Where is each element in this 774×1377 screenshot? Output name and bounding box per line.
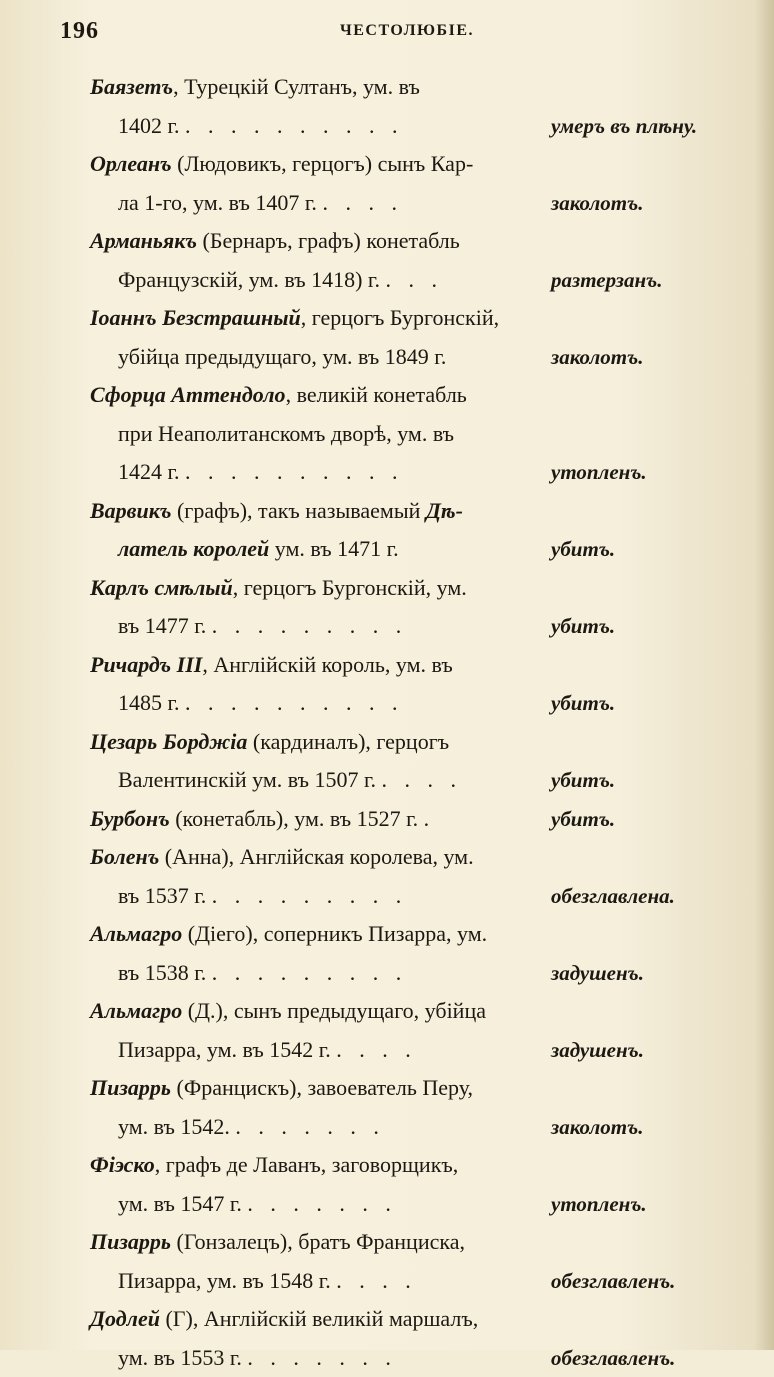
leader-dots: . . . . . . . . . . <box>185 690 404 715</box>
entry-name: Пизаррь <box>90 1075 171 1100</box>
entry-fate: убитъ. <box>551 607 615 646</box>
entry-line <box>0 1223 774 1262</box>
entry-line <box>0 1146 774 1185</box>
entry-line <box>0 184 774 223</box>
entry-text: при Неаполитанскомъ дворѣ, ум. въ <box>118 421 454 446</box>
entry-fate: задушенъ. <box>551 1031 644 1070</box>
entry-name: Додлей <box>90 1306 160 1331</box>
entry-text: ум. въ 1553 г. <box>118 1345 242 1370</box>
entry-line <box>0 1300 774 1339</box>
entry-fate: задушенъ. <box>551 954 644 993</box>
entry-text: въ 1538 г. <box>118 960 206 985</box>
entry-name: Пизаррь <box>90 1229 171 1254</box>
entry-fate: утопленъ. <box>551 453 647 492</box>
entry-text: ла 1-го, ум. въ 1407 г. <box>118 190 317 215</box>
entry-line <box>0 1185 774 1224</box>
entry-name: Альмагро <box>90 998 182 1023</box>
entry-fate: убитъ. <box>551 761 615 800</box>
entry-text: (Діего), соперникъ Пизарра, ум. <box>182 921 487 946</box>
entry-line <box>0 1069 774 1108</box>
running-head <box>40 18 740 48</box>
entry-text: (Гонзалецъ), братъ Франциска, <box>171 1229 465 1254</box>
page-edge-shadow <box>754 0 774 1350</box>
entry-line <box>0 877 774 916</box>
entry-name: Фіэско <box>90 1152 155 1177</box>
entry-fate: убитъ. <box>551 800 615 839</box>
entry-text: въ 1537 г. <box>118 883 206 908</box>
entry-line <box>0 376 774 415</box>
leader-dots: . . . . . . . . . <box>212 883 408 908</box>
leader-dots: . . . . <box>336 1268 417 1293</box>
leader-dots: . . . . . . . . . <box>212 960 408 985</box>
entry-name: Орлеанъ <box>90 151 172 176</box>
entry-line <box>0 761 774 800</box>
entry-text: (Бернаръ, графъ) конетабль <box>197 228 460 253</box>
entry-text: , герцогъ Бургонскій, <box>301 305 499 330</box>
entry-name: Цезарь Борджіа <box>90 729 247 754</box>
entry-line <box>0 68 774 107</box>
entry-name: Альмагро <box>90 921 182 946</box>
page-number: 196 <box>60 18 99 45</box>
entry-line <box>0 338 774 377</box>
entry-line <box>0 107 774 146</box>
entry-text: (кардиналъ), герцогъ <box>247 729 449 754</box>
entry-line <box>0 1339 774 1377</box>
entry-italic-text: Дѣ- <box>426 498 463 523</box>
leader-dots: . . . . <box>336 1037 417 1062</box>
entry-text: Валентинскій ум. въ 1507 г. <box>118 767 376 792</box>
entry-text: (Г), Англійскій великій маршалъ, <box>160 1306 478 1331</box>
entry-italic-text: латель королей <box>118 536 269 561</box>
entry-line <box>0 992 774 1031</box>
entry-text: , графъ де Лаванъ, заговорщикъ, <box>155 1152 459 1177</box>
entry-line <box>0 261 774 300</box>
entry-name: Бурбонъ <box>90 806 170 831</box>
entry-name: Арманьякъ <box>90 228 197 253</box>
entry-text: , великій конетабль <box>286 382 467 407</box>
entry-fate: обезглавлена. <box>551 877 675 916</box>
entry-name: Карлъ смѣлый <box>90 575 233 600</box>
entry-line <box>0 299 774 338</box>
entry-line <box>0 1031 774 1070</box>
entry-line <box>0 453 774 492</box>
entry-line <box>0 222 774 261</box>
entry-text: (Анна), Англійская королева, ум. <box>159 844 473 869</box>
entry-text: Пизарра, ум. въ 1548 г. <box>118 1268 331 1293</box>
leader-dots: . . . . <box>382 767 463 792</box>
entry-line <box>0 530 774 569</box>
entry-text: въ 1477 г. <box>118 613 206 638</box>
entry-text: ум. въ 1471 г. <box>269 536 398 561</box>
leader-dots: . . . . . . . . . <box>212 613 408 638</box>
entry-fate: заколотъ. <box>551 338 643 377</box>
leader-dots: . . . . . . . . . . <box>185 113 404 138</box>
running-title: ЧЕСТОЛЮБІЕ. <box>340 22 474 40</box>
entry-text: , герцогъ Бургонскій, ум. <box>233 575 467 600</box>
leader-dots: . <box>424 806 436 831</box>
entry-line <box>0 1262 774 1301</box>
entry-text: , Турецкій Султанъ, ум. въ <box>173 74 420 99</box>
entry-line <box>0 838 774 877</box>
entry-text: (Францискъ), завоеватель Перу, <box>171 1075 473 1100</box>
leader-dots: . . . . <box>322 190 403 215</box>
entry-fate: утопленъ. <box>551 1185 647 1224</box>
entry-line <box>0 492 774 531</box>
entry-text: 1424 г. <box>118 459 180 484</box>
entry-line <box>0 145 774 184</box>
leader-dots: . . . . . . . <box>247 1345 397 1370</box>
entry-text: 1485 г. <box>118 690 180 715</box>
entry-name: Боленъ <box>90 844 159 869</box>
entry-text: (Людовикъ, герцогъ) сынъ Кар- <box>172 151 474 176</box>
entry-fate: заколотъ. <box>551 184 643 223</box>
entry-text: , Англійскій король, ум. въ <box>202 652 452 677</box>
entry-line <box>0 607 774 646</box>
entry-fate: разтерзанъ. <box>551 261 662 300</box>
entry-text: Пизарра, ум. въ 1542 г. <box>118 1037 331 1062</box>
entry-name: Баязетъ <box>90 74 173 99</box>
entry-text: убійца предыдущаго, ум. въ 1849 г. <box>118 344 446 369</box>
entry-name: Іоаннъ Безстрашный <box>90 305 301 330</box>
leader-dots: . . . . . . . <box>235 1114 385 1139</box>
entry-line <box>0 684 774 723</box>
entry-line <box>0 915 774 954</box>
entry-name: Варвикъ <box>90 498 171 523</box>
leader-dots: . . . . . . . <box>247 1191 397 1216</box>
entry-text: ум. въ 1542. <box>118 1114 230 1139</box>
entry-line <box>0 954 774 993</box>
entry-text: 1402 г. <box>118 113 180 138</box>
entry-text: ум. въ 1547 г. <box>118 1191 242 1216</box>
entry-fate: заколотъ. <box>551 1108 643 1147</box>
entry-line <box>0 1108 774 1147</box>
entry-text: (Д.), сынъ предыдущаго, убійца <box>182 998 486 1023</box>
entry-text: (графъ), такъ называемый <box>171 498 425 523</box>
entry-fate: убитъ. <box>551 684 615 723</box>
entry-line <box>0 569 774 608</box>
leader-dots: . . . . . . . . . . <box>185 459 404 484</box>
entry-text: (конетабль), ум. въ 1527 г. <box>170 806 418 831</box>
entry-name: Сфорца Аттендоло <box>90 382 286 407</box>
entry-line <box>0 723 774 762</box>
entry-fate: обезглавленъ. <box>551 1262 675 1301</box>
entry-name: Ричардъ III <box>90 652 202 677</box>
leader-dots: . . . <box>385 267 443 292</box>
entry-line <box>0 415 774 454</box>
entry-line <box>0 646 774 685</box>
entry-text: Французскій, ум. въ 1418) г. <box>118 267 380 292</box>
entry-fate: обезглавленъ. <box>551 1339 675 1377</box>
entry-list <box>0 68 774 1377</box>
entry-fate: убитъ. <box>551 530 615 569</box>
entry-line <box>0 800 774 839</box>
entry-fate: умеръ въ плѣну. <box>551 107 697 146</box>
